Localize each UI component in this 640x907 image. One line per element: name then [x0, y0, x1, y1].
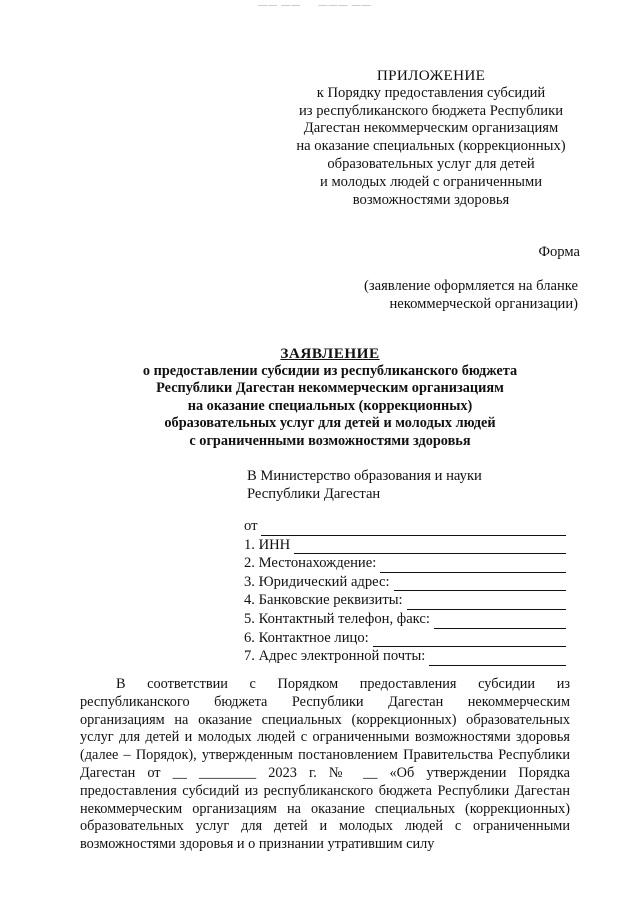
appendix-line: к Порядку предоставления субсидий — [316, 84, 546, 101]
appendix-line: возможностями здоровья — [352, 191, 510, 208]
appendix-line: Дагестан некоммерческим организациям — [303, 120, 559, 137]
recipient-line: В Министерство образования и науки — [247, 468, 482, 484]
heading-title: ЗАЯВЛЕНИЕ — [280, 345, 380, 362]
field-label: от — [244, 518, 258, 534]
registration-stamp — [258, 0, 386, 10]
recipient-block — [247, 467, 482, 503]
field-phone-fax — [244, 610, 566, 629]
field-from — [244, 517, 566, 536]
field-legal-address — [244, 573, 566, 592]
heading-line: о предоставлении субсидии из республиканского бюджета — [142, 362, 518, 379]
note-block — [340, 278, 578, 314]
field-inn — [244, 536, 566, 555]
form-label: Форма — [538, 244, 580, 260]
body-paragraph: В соответствии с Порядком предоставления субсидии из республиканского бюджета Республики Дагестан некоммерческим организациям на оказание специальных (коррекционных) образовательных услуг для детей и молодых людей с ограниченными возможностями здоровья (далее – Порядок), утвержденным постановлением Правительства Республики Дагестан от __ ________ 2023 г. № __ «Об утверждении Порядка предоставления субсидий из республиканского бюджета Республики Дагестан некоммерческим организациям на оказание специальных (коррекционных) образовательных услуг для детей и молодых людей с ограниченными возможностями здоровья и о признании утратившим силу — [80, 676, 570, 853]
stamp-text: —— —— — [258, 0, 302, 10]
appendix-line: и молодых людей с ограниченными — [319, 173, 543, 190]
fill-in-line[interactable] — [294, 539, 566, 554]
field-contact-person — [244, 629, 566, 648]
appendix-line: из республиканского бюджета Республики — [298, 102, 564, 119]
field-location — [244, 554, 566, 573]
field-email — [244, 647, 566, 666]
field-label: 7. Адрес электронной почты: — [244, 648, 426, 665]
note-line: (заявление оформляется на бланке — [363, 278, 578, 294]
appendix-block — [272, 67, 590, 209]
field-label: 3. Юридический адрес: — [244, 573, 390, 590]
recipient-line: Республики Дагестан — [247, 486, 381, 502]
stamp-text: ——— —— — [318, 0, 372, 10]
body-text — [80, 676, 570, 854]
fill-in-line[interactable] — [407, 595, 566, 610]
appendix-line: на оказание специальных (коррекционных) — [296, 138, 566, 155]
applicant-fields — [244, 517, 566, 666]
field-label: 5. Контактный телефон, факс: — [244, 610, 430, 627]
heading-line: Республики Дагестан некоммерческим организациям — [156, 380, 504, 397]
fill-in-line[interactable] — [429, 651, 566, 666]
appendix-line: образовательных услуг для детей — [327, 155, 535, 172]
application-heading — [100, 345, 560, 451]
note-line: некоммерческой организации) — [389, 295, 578, 312]
fill-in-line[interactable] — [380, 558, 566, 573]
appendix-title: ПРИЛОЖЕНИЕ — [376, 67, 486, 84]
field-label: 2. Местонахождение: — [244, 555, 377, 572]
field-bank-details — [244, 591, 566, 610]
heading-line: образовательных услуг для детей и молодых людей — [164, 415, 496, 432]
fill-in-line[interactable] — [373, 632, 566, 647]
heading-line: с ограниченными возможностями здоровья — [189, 432, 471, 449]
fill-in-line[interactable] — [394, 576, 566, 591]
fill-in-line[interactable] — [261, 521, 566, 536]
field-label: 1. ИНН — [244, 536, 291, 553]
fill-in-line[interactable] — [434, 614, 566, 629]
field-label: 6. Контактное лицо: — [244, 629, 369, 646]
heading-line: на оказание специальных (коррекционных) — [187, 397, 473, 414]
field-label: 4. Банковские реквизиты: — [244, 592, 403, 609]
